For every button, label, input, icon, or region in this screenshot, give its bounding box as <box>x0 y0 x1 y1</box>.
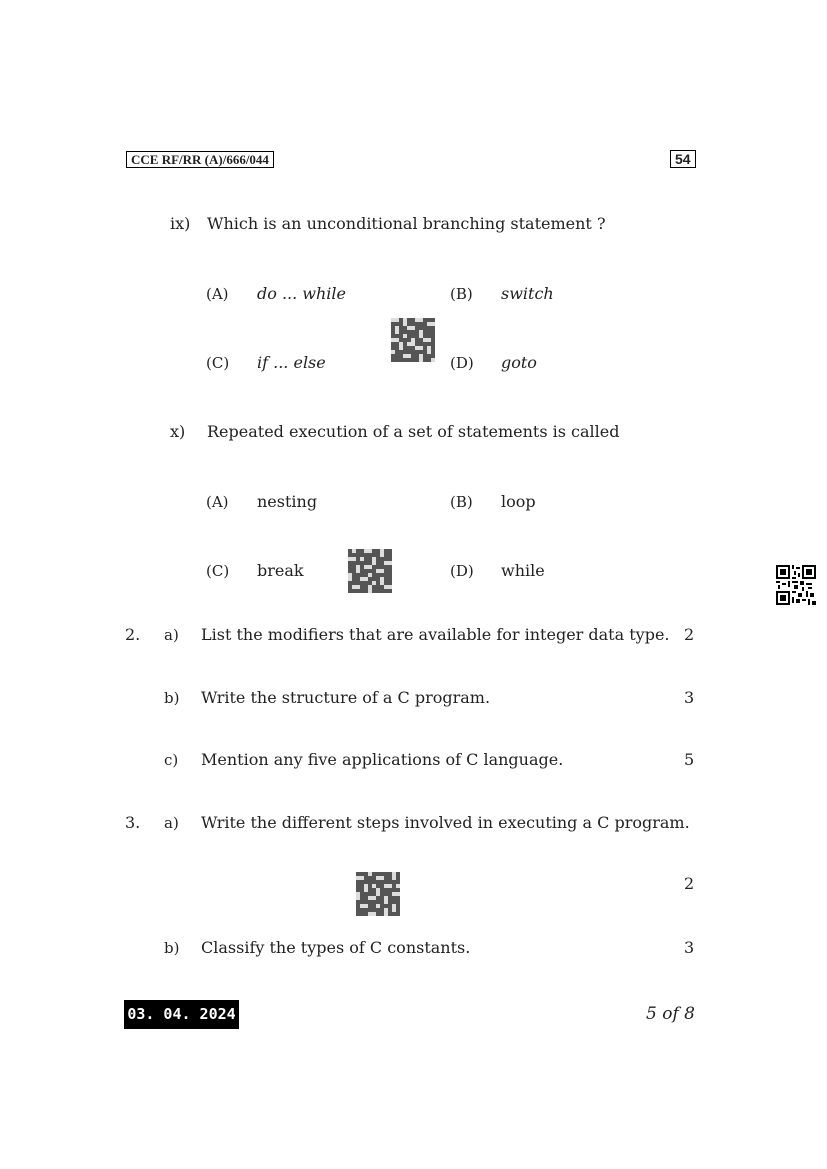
option-text: break <box>257 561 304 580</box>
marks: 5 <box>684 750 695 769</box>
part-label: b) <box>164 939 180 957</box>
part-text: Write the structure of a C program. <box>201 688 491 707</box>
option-text: do ... while <box>257 284 347 303</box>
option-text: while <box>501 561 545 580</box>
marks: 3 <box>684 688 695 707</box>
qr-code-icon <box>356 872 400 916</box>
page-of: 5 of 8 <box>646 1004 695 1024</box>
question-text: Repeated execution of a set of statements is called <box>207 422 620 441</box>
option-label: (B) <box>450 285 473 303</box>
option-text: switch <box>501 284 554 303</box>
page-number-box: 54 <box>670 150 696 168</box>
document-code: CCE RF/RR (A)/666/044 <box>126 151 274 168</box>
option-text: loop <box>501 492 536 511</box>
option-label: (C) <box>206 354 230 372</box>
part-text: Mention any five applications of C language. <box>201 750 564 769</box>
part-label: c) <box>164 751 179 769</box>
question-number: 2. <box>125 625 141 644</box>
question-number: ix) <box>170 214 191 233</box>
question-text: Which is an unconditional branching statement ? <box>207 214 606 233</box>
question-number: 3. <box>125 813 141 832</box>
exam-date: 03. 04. 2024 <box>124 1000 239 1029</box>
part-label: a) <box>164 626 179 644</box>
option-label: (B) <box>450 493 473 511</box>
option-label: (A) <box>206 493 229 511</box>
part-label: a) <box>164 814 179 832</box>
option-label: (D) <box>450 354 474 372</box>
qr-code-icon <box>348 549 392 593</box>
question-number: x) <box>170 422 186 441</box>
marks: 2 <box>684 874 695 893</box>
option-label: (C) <box>206 562 230 580</box>
option-label: (A) <box>206 285 229 303</box>
option-text: nesting <box>257 492 318 511</box>
part-text: Classify the types of C constants. <box>201 938 471 957</box>
part-text: List the modifiers that are available for integer data type. <box>201 625 670 644</box>
option-text: if ... else <box>257 353 326 372</box>
qr-code-icon <box>391 318 435 362</box>
option-label: (D) <box>450 562 474 580</box>
part-label: b) <box>164 689 180 707</box>
part-text: Write the different steps involved in executing a C program. <box>201 813 690 832</box>
marks: 3 <box>684 938 695 957</box>
marks: 2 <box>684 625 695 644</box>
qr-code-icon <box>776 565 816 605</box>
option-text: goto <box>501 353 537 372</box>
